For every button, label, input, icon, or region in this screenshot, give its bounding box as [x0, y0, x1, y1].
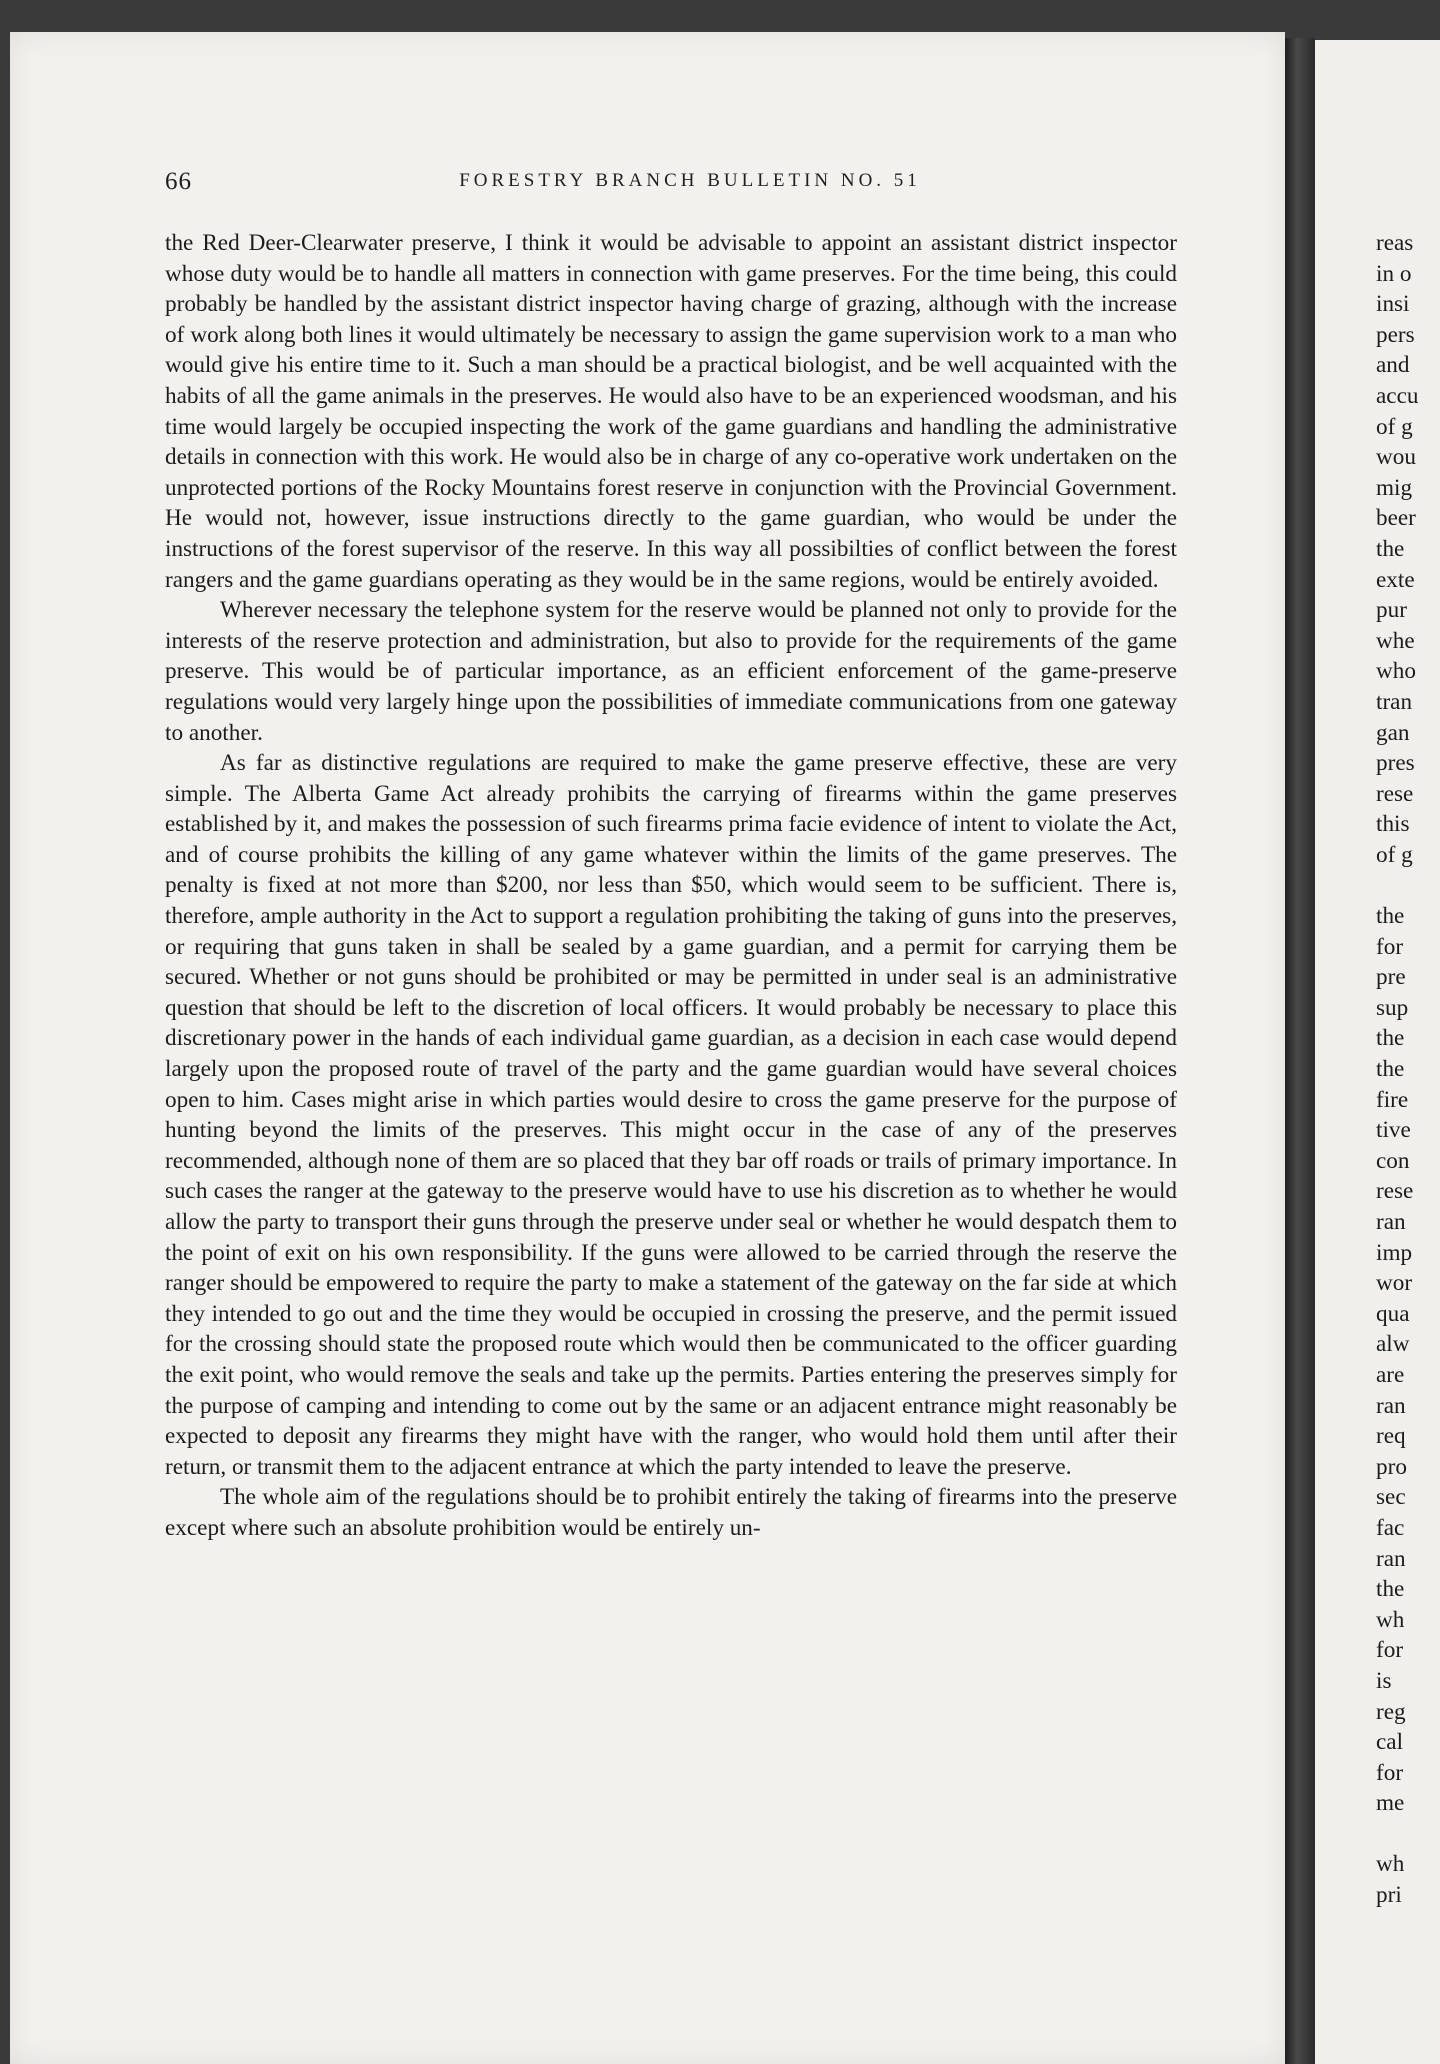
fragment-line: sup — [1376, 994, 1409, 1021]
fragment-line: tive — [1376, 1117, 1411, 1144]
fragment-line: reas — [1376, 230, 1414, 256]
fragment-line: rese — [1376, 1178, 1414, 1205]
fragment-line: sec — [1376, 1484, 1406, 1511]
fragment-line: pri — [1376, 1882, 1402, 1909]
fragment-line: who — [1376, 658, 1416, 685]
fragment-line: the — [1376, 1025, 1405, 1052]
fragment-line: are — [1376, 1361, 1405, 1388]
fragment-line: wh — [1376, 1606, 1405, 1633]
fragment-line: reg — [1376, 1698, 1406, 1725]
fragment-line: pur — [1376, 597, 1407, 624]
fragment-line: of g — [1376, 413, 1413, 440]
fragment-line: the — [1376, 903, 1405, 930]
fragment-line: for — [1376, 933, 1404, 960]
fragment-line: pro — [1376, 1453, 1407, 1480]
fragment-line: qua — [1376, 1300, 1410, 1327]
paragraph: the Red Deer-Clearwater preserve, I think it would be advisable to appoint an assistant district inspector whose duty would be to handle all matters in connection with game preserves. For the time being, this could probably be handled by the assistant district inspector having charge of grazing, although with the increase of work along both lines it would ultimately be necessary to assign the game supervision work to a man who would give his entire time to it. Such a man should be a practical biologist, and be well acquainted with the habits of all the game animals in the preserves. He would also have to be an experienced woodsman, and his time would largely be occupied inspecting the work of the game guardians and handling the administrative details in connection with this work. He would also be in charge of any co-operative work undertaken on the unprotected portions of the Rocky Mountains forest reserve in conjunction with the Provincial Government. He would not, however, issue instructions directly to the game guardian, who would be under the instructions of the forest supervisor of the reserve. In this way all possibilties of conflict between the forest rangers and the game guardians operating as they would be in the same regions, would be entirely avoided. — [165, 230, 1177, 593]
fragment-line: wor — [1376, 1270, 1413, 1297]
fragment-line: the — [1376, 1576, 1405, 1603]
fragment-line: the — [1376, 535, 1405, 562]
fragment-line: mig — [1376, 474, 1413, 501]
fragment-line: ran — [1376, 1545, 1406, 1572]
fragment-line: imp — [1376, 1239, 1413, 1266]
fragment-line: for — [1376, 1759, 1404, 1786]
fragment-line: accu — [1376, 382, 1419, 409]
fragment-line: this — [1376, 811, 1410, 838]
fragment-line: fac — [1376, 1514, 1405, 1541]
fragment-line: pres — [1376, 750, 1415, 777]
fragment-line: wou — [1376, 444, 1416, 471]
fragment-line: beer — [1376, 505, 1416, 532]
fragment-line: alw — [1376, 1331, 1410, 1358]
fragment-line: exte — [1376, 566, 1415, 593]
fragment-line: for — [1376, 1637, 1404, 1664]
fragment-line: rese — [1376, 780, 1414, 807]
fragment-line: cal — [1376, 1729, 1404, 1756]
fragment-line: and — [1376, 352, 1410, 379]
book-gutter — [1285, 38, 1315, 2064]
paragraph: The whole aim of the regulations should be to prohibit entirely the taking of firearms into the preserve except where such an absolute prohibition would be entirely un- — [165, 1484, 1177, 1541]
fragment-line: insi — [1376, 291, 1410, 318]
page-number: 66 — [165, 168, 192, 195]
fragment-line — [1376, 1819, 1440, 1850]
running-head: FORESTRY BRANCH BULLETIN NO. 51 — [459, 170, 921, 191]
fragment-line — [1376, 870, 1440, 901]
paragraph: As far as distinctive regulations are required to make the game preserve effective, these are very simple. The Alberta Game Act already prohibits the carrying of firearms within the game preserves established by it, and makes the possession of such firearms prima facie evidence of intent to violate the Act, and of course prohibits the killing of any game whatever within the limits of the game preserves. The penalty is fixed at not more than $200, nor less than $50, which would seem to be sufficient. There is, therefore, ample authority in the Act to support a regulation prohibiting the taking of guns into the preserves, or requiring that guns taken in shall be sealed by a game guardian, and a permit for carrying them be secured. Whether or not guns should be prohibited or may be permitted in under seal is an administrative question that should be left to the discretion of local officers. It would probably be necessary to place this discretionary power in the hands of each individual game guardian, as a decision in each case would depend largely upon the proposed route of travel of the party and the game guardian would have several choices open to him. Cases might arise in which parties would desire to cross the game preserve for the purpose of hunting beyond the limits of the preserves. This might occur in the case of any of the preserves recommended, although none of them are so placed that they bar off roads or trails of primary importance. In such cases the ranger at the gateway to the preserve would have to use his discretion as to whether he would allow the party to transport their guns through the preserve under seal or whether he would despatch them to the point of exit on his own responsibility. If the guns were allowed to be carried through the reserve the ranger should be empowered to require the party to make a statement of the gateway on the far side at which they intended to go out and the time they would be occupied in crossing the preserve, and the permit issued for the crossing should state the proposed route which would then be communicated to the officer guarding the exit point, who would remove the seals and take up the permits. Parties entering the preserves simply for the purpose of camping and intending to come out by the same or an adjacent entrance might reasonably be expected to deposit any firearms they might have with the ranger, who would hold them until after their return, or transmit them to the adjacent entrance at which the party intended to leave the preserve. — [165, 750, 1177, 1480]
fragment-line: of g — [1376, 841, 1413, 868]
fragment-line: tran — [1376, 688, 1413, 715]
fragment-line: the — [1376, 1056, 1405, 1083]
fragment-line: ran — [1376, 1392, 1406, 1419]
fragment-line: pers — [1376, 321, 1415, 348]
fragment-line: gan — [1376, 719, 1410, 746]
fragment-line: whe — [1376, 627, 1415, 654]
fragment-line: wh — [1376, 1851, 1405, 1878]
fragment-line: me — [1376, 1790, 1405, 1817]
facing-page-fragments — [1376, 228, 1440, 1911]
fragment-line: fire — [1376, 1086, 1409, 1113]
fragment-line: pre — [1376, 964, 1406, 991]
page-header — [165, 168, 1175, 202]
paragraph: Wherever necessary the telephone system for the reserve would be planned not only to provide for the interests of the reserve protection and administration, but also to provide for the requirements of the game preserve. This would be of particular importance, as an efficient enforcement of the game-preserve regulations would very largely hinge upon the possibilities of immediate communications from one gateway to another. — [165, 597, 1177, 746]
fragment-line: req — [1376, 1423, 1406, 1450]
fragment-line: con — [1376, 1147, 1410, 1174]
body-text — [165, 228, 1177, 1544]
fragment-line: in o — [1376, 260, 1412, 287]
fragment-line: is — [1376, 1667, 1392, 1694]
fragment-line: ran — [1376, 1209, 1406, 1235]
